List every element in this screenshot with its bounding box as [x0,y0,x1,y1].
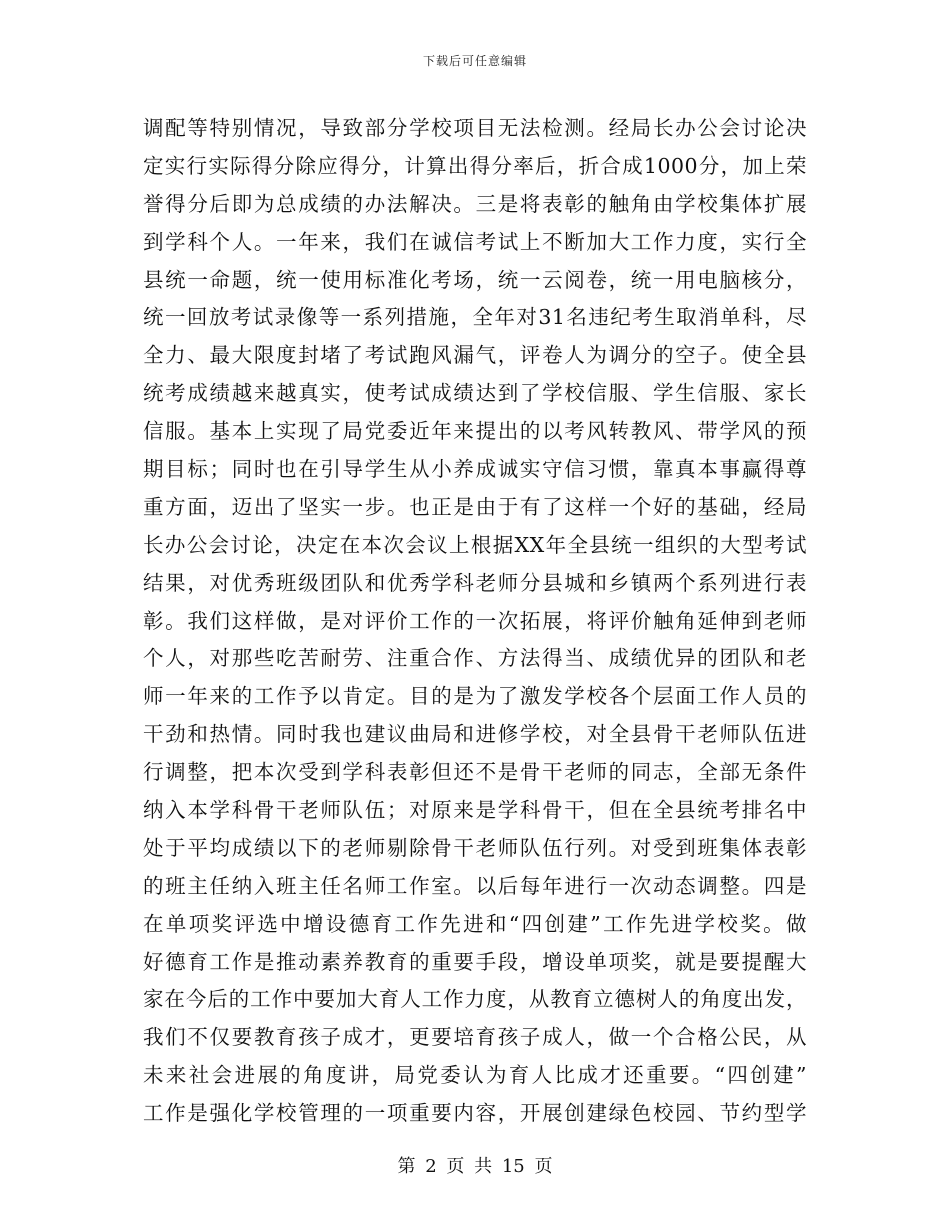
body-line: 干劲和热情。同时我也建议曲局和进修学校，对全县骨干老师队伍进 [143,722,807,747]
body-line: 的班主任纳入班主任名师工作室。以后每年进行一次动态调整。四是 [143,873,807,898]
body-line: 县统一命题，统一使用标准化考场，统一云阅卷，统一用电脑核分， [143,267,807,292]
body-line: 家在今后的工作中要加大育人工作力度，从教育立德树人的角度出发， [143,987,807,1012]
body-line: 长办公会讨论，决定在本次会议上根据XX年全县统一组织的大型考试 [143,532,807,557]
body-line: 调配等特别情况，导致部分学校项目无法检测。经局长办公会讨论决 [143,116,807,140]
body-line: 我们不仅要教育孩子成才，更要培育孩子成人，做一个合格公民，从 [143,1025,807,1050]
body-line: 彰。我们这样做，是对评价工作的一次拓展，将评价触角延伸到老师 [143,608,807,633]
document-body [143,110,807,1133]
body-line: 期目标；同时也在引导学生从小养成诚实守信习惯，靠真本事赢得尊 [143,457,807,482]
body-line: 统一回放考试录像等一系列措施，全年对31名违纪考生取消单科，尽 [143,305,807,330]
page-header: 下载后可任意编辑 [422,54,527,68]
body-line: 在单项奖评选中增设德育工作先进和“四创建”工作先进学校奖。做 [143,911,807,936]
page-number-footer: 第 2 页 共 15 页 [397,1156,553,1177]
body-line: 未来社会进展的角度讲，局党委认为育人比成才还重要。“四创建” [143,1063,807,1088]
body-line: 统考成绩越来越真实，使考试成绩达到了学校信服、学生信服、家长 [143,381,807,406]
body-line: 信服。基本上实现了局党委近年来提出的以考风转教风、带学风的预 [143,419,807,444]
body-line: 纳入本学科骨干老师队伍；对原来是学科骨干，但在全县统考排名中 [143,798,807,823]
body-line: 师一年来的工作予以肯定。目的是为了激发学校各个层面工作人员的 [143,684,807,709]
body-line: 个人，对那些吃苦耐劳、注重合作、方法得当、成绩优异的团队和老 [143,646,807,671]
body-line: 到学科个人。一年来，我们在诚信考试上不断加大工作力度，实行全 [143,229,807,254]
body-line: 全力、最大限度封堵了考试跑风漏气，评卷人为调分的空子。使全县 [143,343,807,368]
body-line: 定实行实际得分除应得分，计算出得分率后，折合成1000分，加上荣 [143,153,807,178]
body-line: 好德育工作是推动素养教育的重要手段，增设单项奖，就是要提醒大 [143,949,807,974]
body-line: 誉得分后即为总成绩的办法解决。三是将表彰的触角由学校集体扩展 [143,191,807,216]
body-line: 重方面，迈出了坚实一步。也正是由于有了这样一个好的基础，经局 [143,494,807,519]
body-line: 处于平均成绩以下的老师剔除骨干老师队伍行列。对受到班集体表彰 [143,835,807,860]
body-line: 工作是强化学校管理的一项重要内容，开展创建绿色校园、节约型学 [143,1101,807,1126]
body-line: 结果，对优秀班级团队和优秀学科老师分县城和乡镇两个系列进行表 [143,570,807,595]
body-line: 行调整，把本次受到学科表彰但还不是骨干老师的同志，全部无条件 [143,760,807,785]
